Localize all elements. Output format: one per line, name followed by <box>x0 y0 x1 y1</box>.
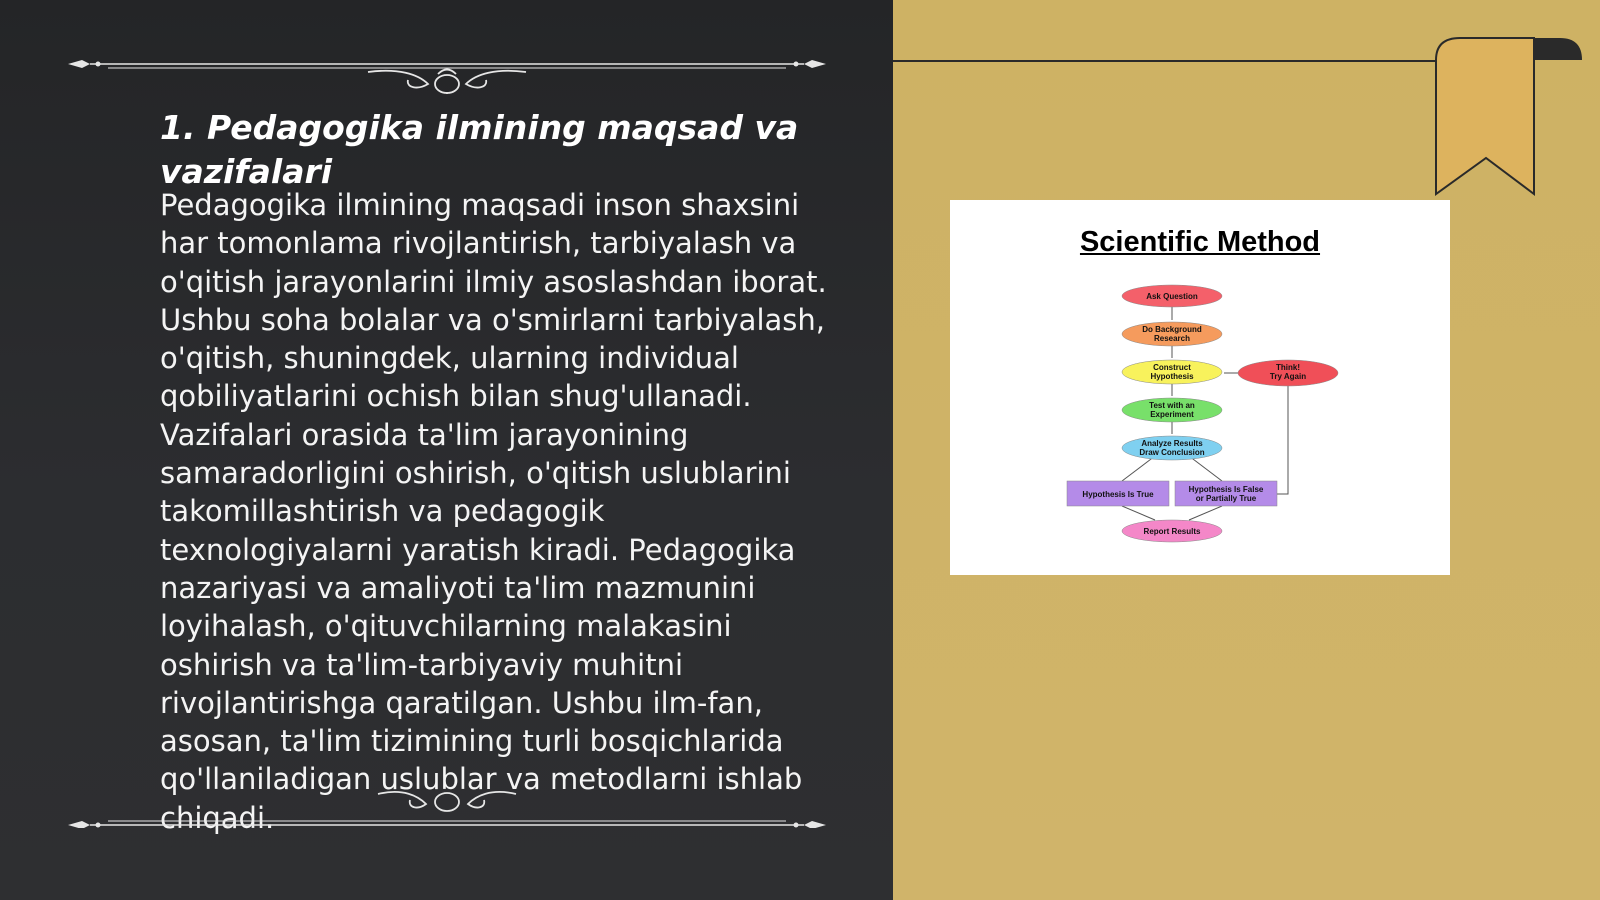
bookmark-rule <box>893 60 1446 62</box>
label-background-research-2: Research <box>1153 334 1191 343</box>
label-hypothesis-true: Hypothesis Is True <box>1082 490 1154 499</box>
label-hypothesis-false-1: Hypothesis Is False <box>1188 485 1264 494</box>
label-analyze-1: Analyze Results <box>1141 439 1203 448</box>
slide-title: 1. Pedagogika ilmining maqsad va vazifalari <box>160 108 799 191</box>
slide-body-text: Pedagogika ilmining maqsadi inson shaxsini har tomonlama rivojlantirish, tarbiyalash va o'qitish jarayonlarini ilmiy asoslashdan iborat. Ushbu soha bolalar va o'smirlarni tarbiyalash, o'qitish, shuningdek, ularning individual qobiliyatlarini ochish bilan shug'ullanadi. Vazifalari orasida ta'lim jarayonining samaradorligini oshirish, o'qitish uslublarini takomillashtirish va pedagogik texnologiyalarni yaratish kiradi. Pedagogika nazariyasi va amaliyoti ta'lim mazmunini loyihalash, o'qituvchilarning malakasini oshirish va ta'lim-tarbiyaviy muhitni rivojlantirishga qaratilgan. Ushbu ilm-fan, asosan, ta'lim tizimining turli bosqichlarida qo'llaniladigan uslublar va metodlarni ishlab chiqadi. <box>160 188 827 835</box>
label-analyze-2: Draw Conclusion <box>1139 448 1205 457</box>
label-hypothesis-false-2: or Partially True <box>1195 494 1257 503</box>
label-test-1: Test with an <box>1149 401 1195 410</box>
label-think-2: Try Again <box>1269 372 1307 381</box>
bookmark-ribbon-icon <box>1430 36 1600 201</box>
bottom-ornament-divider <box>68 778 826 828</box>
label-ask-question: Ask Question <box>1146 292 1198 301</box>
label-construct-hypothesis-1: Construct <box>1153 363 1191 372</box>
label-think-1: Think! <box>1276 363 1300 372</box>
flowchart <box>950 200 1450 575</box>
label-background-research-1: Do Background <box>1142 325 1202 334</box>
diagram-title: Scientific Method <box>1079 226 1321 258</box>
label-construct-hypothesis-2: Hypothesis <box>1150 372 1194 381</box>
top-ornament-divider <box>68 44 826 94</box>
label-report-results: Report Results <box>1143 527 1201 536</box>
scientific-method-diagram <box>950 200 1450 575</box>
label-test-2: Experiment <box>1150 410 1194 419</box>
